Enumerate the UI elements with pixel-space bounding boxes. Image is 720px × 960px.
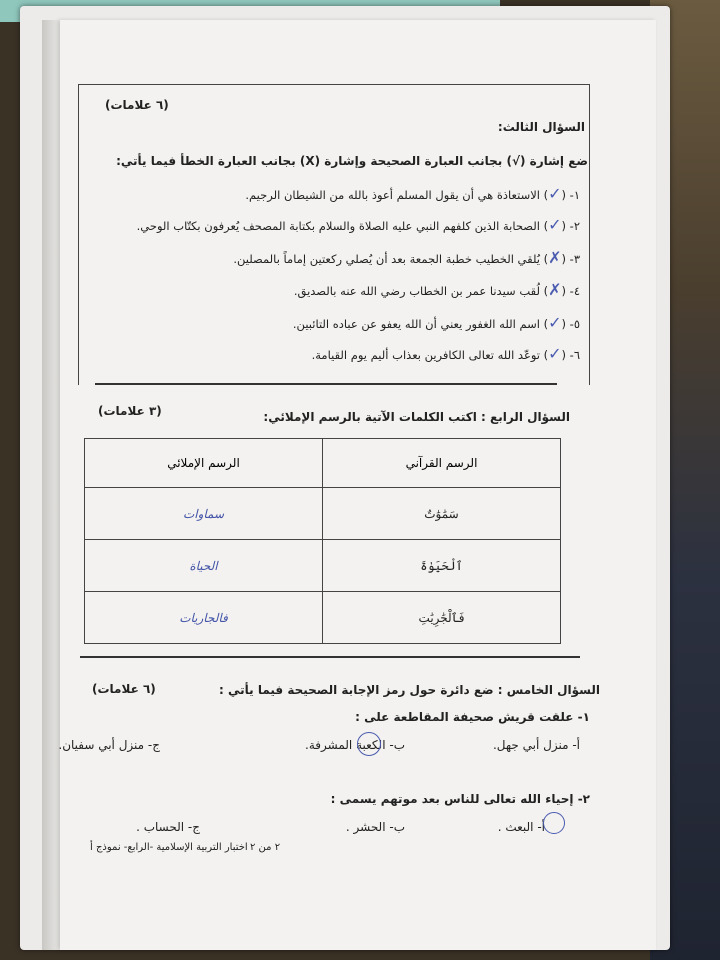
header-quran: الرسم القرآني — [323, 439, 561, 488]
booklet-binding — [42, 20, 60, 950]
handwritten-answer: الحياة — [85, 540, 323, 592]
section4-marks: (٣ علامات) — [98, 404, 162, 418]
section4-bottom-rule — [80, 656, 580, 658]
q2-option-b: ب- الحشر . — [345, 820, 405, 834]
section3-bottom-rule — [95, 383, 557, 385]
check-mark-icon: ✓ — [548, 184, 562, 203]
cross-mark-icon: ✗ — [548, 248, 562, 267]
quran-word: ٱلْحَيَوٰةَ — [323, 540, 561, 592]
table-row — [85, 488, 561, 540]
section3-item-6: ٦- (✓) توعّد الله تعالى الكافرين بعذاب أليم يوم القيامة. — [311, 344, 580, 363]
page-number: ٢ من ٢ — [250, 842, 281, 853]
section5-q2: ٢- إحياء الله تعالى للناس بعد موتهم يسمى : — [330, 792, 590, 806]
section3-item-3: ٣- (✗) يُلقي الخطيب خطبة الجمعة بعد أن يُصلي ركعتين إماماً بالمصلين. — [233, 248, 580, 267]
section3-marks: (٦ علامات) — [105, 98, 169, 112]
q1-option-a: أ- منزل أبي جهل. — [492, 738, 580, 752]
section3-instruction: ضع إشارة (√) بجانب العبارة الصحيحة وإشارة (X) بجانب العبارة الخطأ فيما يأتي: — [116, 154, 588, 168]
section5-q1: ١- علقت قريش صحيفة المقاطعة على : — [355, 710, 590, 724]
table-row — [85, 592, 561, 644]
q1-option-c: ج- منزل أبي سفيان. — [58, 738, 160, 752]
handwritten-answer: فالجاريات — [85, 592, 323, 644]
check-mark-icon: ✓ — [548, 344, 562, 363]
handwritten-answer: سماوات — [85, 488, 323, 540]
check-mark-icon: ✓ — [548, 313, 562, 332]
quran-word: سَمَٰوَٰتٌ — [323, 488, 561, 540]
section3-item-4: ٤- (✗) لُقب سيدنا عمر بن الخطاب رضي الله عنه بالصديق. — [293, 280, 580, 299]
exam-title: اختبار التربية الإسلامية -الرابع- نموذج أ — [90, 842, 248, 853]
answer-circle-icon — [543, 812, 565, 834]
section5-title: السؤال الخامس : ضع دائرة حول رمز الإجابة الصحيحة فيما يأتي : — [219, 683, 600, 697]
section3-item-1: ١- (✓) الاستعاذة هي أن يقول المسلم أعوذ بالله من الشيطان الرجيم. — [245, 184, 580, 203]
q2-option-a: أ- البعث . — [497, 820, 545, 834]
q2-option-c: ج- الحساب . — [136, 820, 200, 834]
section3-item-5: ٥- (✓) اسم الله الغفور يعني أن الله يعفو عن عباده التائبين. — [292, 313, 580, 332]
section5-marks: (٦ علامات) — [92, 682, 156, 696]
table-header-row — [85, 439, 561, 488]
section3-item-2: ٢- (✓) الصحابة الذين كلفهم النبي عليه الصلاة والسلام بكتابة المصحف يُعرفون بكتّاب الوحي. — [136, 215, 580, 234]
header-imlai: الرسم الإملائي — [85, 439, 323, 488]
answer-circle-icon — [357, 732, 381, 756]
section4-title: السؤال الرابع : اكتب الكلمات الآتية بالرسم الإملائي: — [263, 410, 570, 424]
table-row — [85, 540, 561, 592]
spelling-table — [84, 438, 561, 644]
check-mark-icon: ✓ — [548, 215, 562, 234]
q1-option-b: ب- الكعبة المشرفة. — [305, 738, 405, 752]
section3-title: السؤال الثالث: — [497, 120, 585, 134]
cross-mark-icon: ✗ — [548, 280, 562, 299]
quran-word: فَٱلْجَٰرِيَٰتِ — [323, 592, 561, 644]
